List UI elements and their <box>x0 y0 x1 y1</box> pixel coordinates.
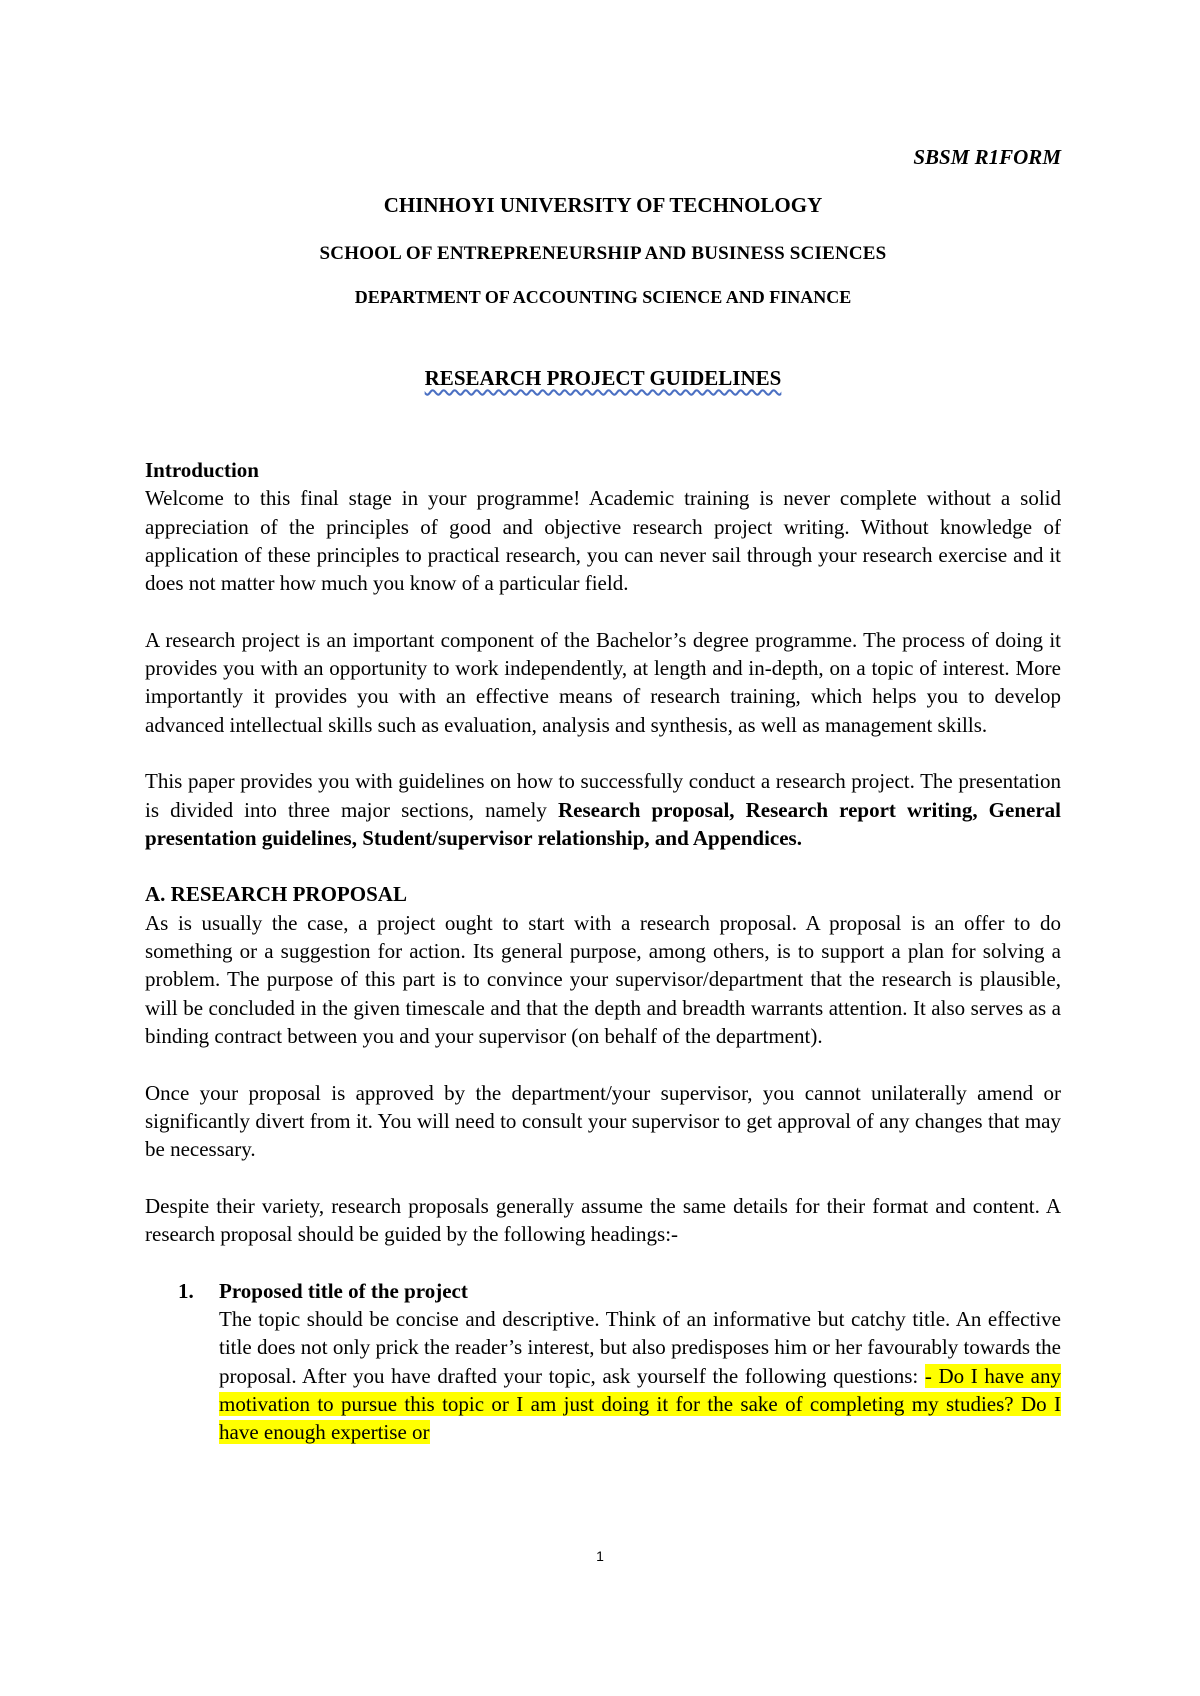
department-name: DEPARTMENT OF ACCOUNTING SCIENCE AND FINANCE <box>354 287 852 307</box>
introduction-paragraph-1: Welcome to this final stage in your programme! Academic training is never complete without a solid appreciation of the principles of good and objective research project writing. Without knowledge of application of these principles to practical research, you can never sail through your research exercise and it does not matter how much you know of a particular field. <box>145 486 1061 596</box>
list-item-heading: Proposed title of the project <box>219 1278 468 1303</box>
section-a-paragraph-3: Despite their variety, research proposals generally assume the same details for their format and content. A research proposal should be guided by the following headings:- <box>145 1193 1061 1247</box>
introduction-paragraph-3-lead: This paper provides you with guidelines on how to successfully conduct a research project. The presentation is divided into three major sections, namely <box>145 769 1061 822</box>
list-item-text <box>219 1305 1061 1446</box>
list-item-proposed-title <box>145 1277 1061 1447</box>
form-code: SBSM R1FORM <box>913 145 1061 169</box>
section-a-paragraph-1: As is usually the case, a project ought to start with a research proposal. A proposal is an offer to do something or a suggestion for action. Its general purpose, among others, is to support a plan for solving a problem. The purpose of this part is to convince your supervisor/department that the research is plausible, will be concluded in the given timescale and that the depth and breadth warrants attention. It also serves as a binding contract between you and your supervisor (on behalf of the department). <box>145 910 1061 1048</box>
school-name: SCHOOL OF ENTREPRENEURSHIP AND BUSINESS SCIENCES <box>319 243 887 264</box>
university-name: CHINHOYI UNIVERSITY OF TECHNOLOGY <box>383 193 823 217</box>
page-number: 1 <box>596 1548 604 1564</box>
introduction-paragraph-2: A research project is an important component of the Bachelor’s degree programme. The process of doing it provides you with an opportunity to work independently, at length and in-depth, on a topic of interest. More importantly it provides you with an effective means of research training, which helps you to develop advanced intellectual skills such as evaluation, analysis and synthesis, as well as management skills. <box>145 627 1061 737</box>
document-title: RESEARCH PROJECT GUIDELINES <box>424 366 782 390</box>
introduction-paragraph-3-sections: Research proposal, Research report writing, General presentation guidelines, Student/supervisor relationship, and Appendices. <box>145 797 1061 850</box>
list-item-body: The topic should be concise and descriptive. Think of an informative but catchy title. An effective title does not only prick the reader’s interest, but also predisposes him or her favourably towards the proposal. After you have drafted your topic, ask yourself the following questions: <box>219 1306 1061 1388</box>
introduction-heading: Introduction <box>145 458 259 482</box>
section-a-paragraph-2: Once your proposal is approved by the department/your supervisor, you cannot unilaterally amend or significantly divert from it. You will need to consult your supervisor to get approval of any changes that may be necessary. <box>145 1080 1061 1162</box>
section-a-heading: A. RESEARCH PROPOSAL <box>145 882 407 907</box>
highlighted-text: - Do I have any motivation to pursue this topic or I am just doing it for the sake of completing my studies? Do I have enough expertise or <box>219 1363 1061 1445</box>
list-item-number: 1. <box>178 1278 194 1303</box>
introduction-paragraph-3 <box>145 767 1061 852</box>
document-body <box>145 456 1061 1446</box>
